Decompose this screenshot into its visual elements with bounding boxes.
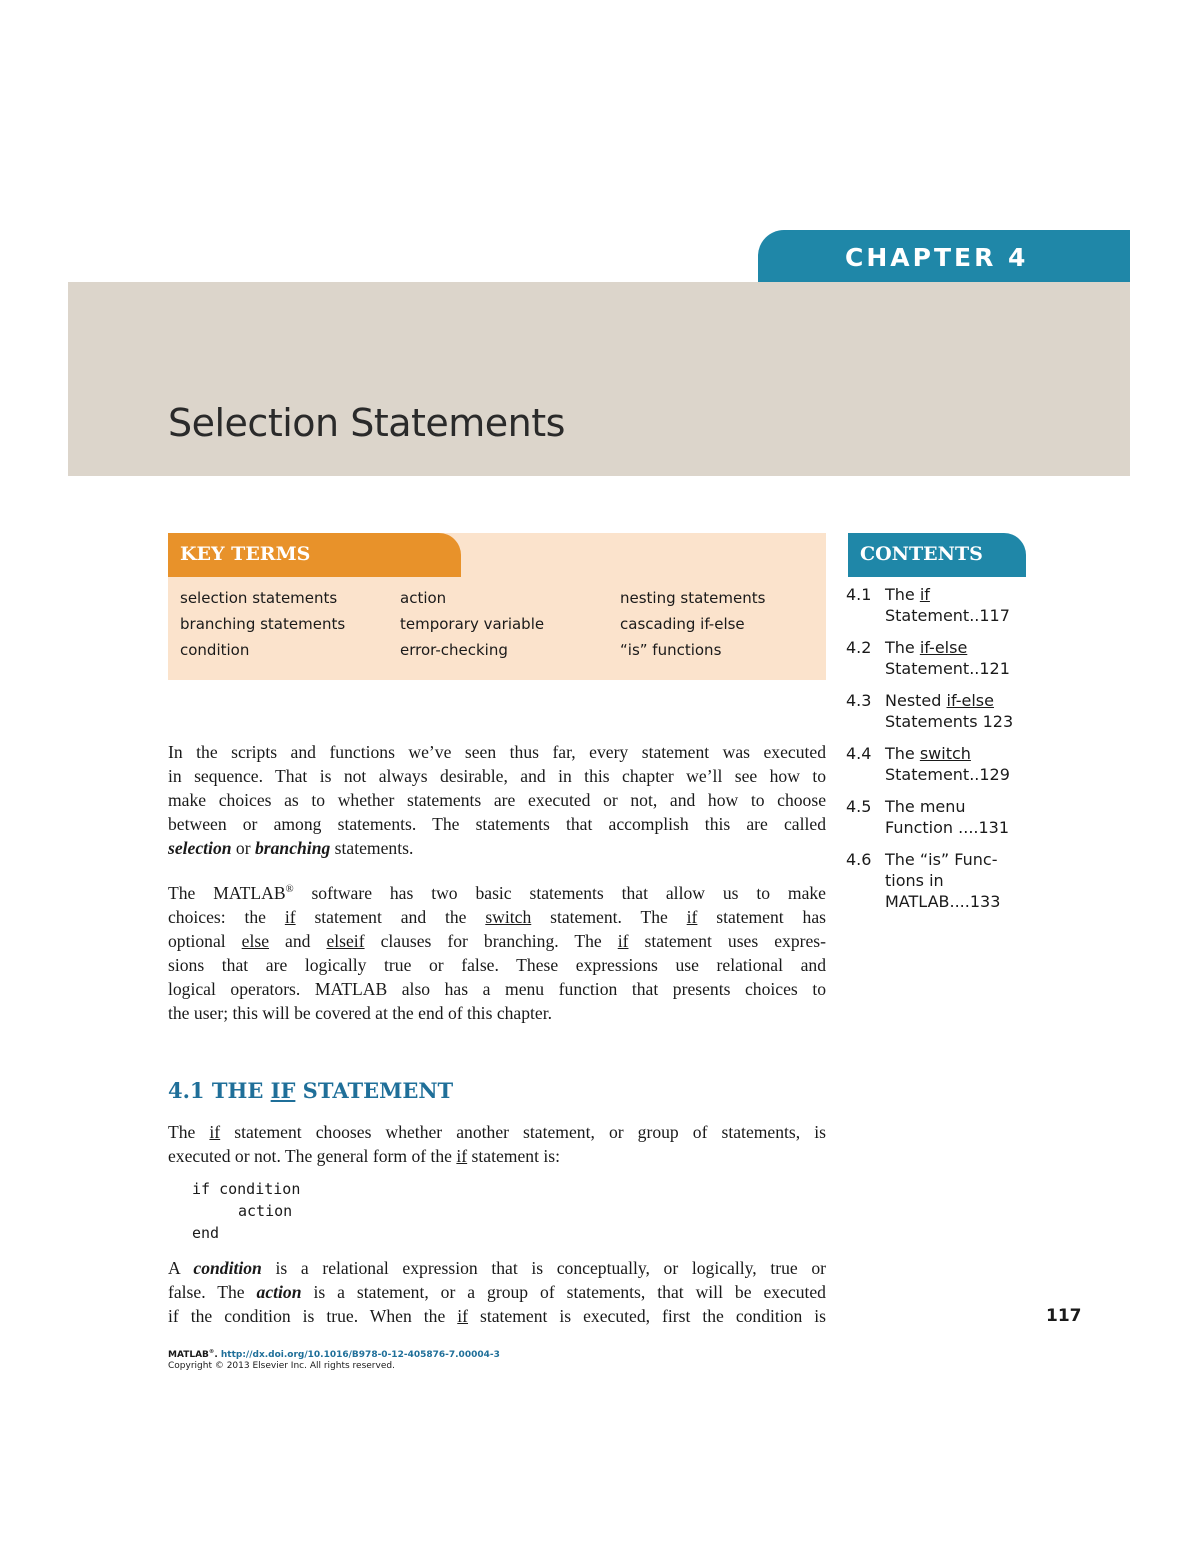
- section-paragraph-2: A condition is a relational expression that is conceptually, or logically, true or false. The action is a statement, or a group of statements, that will be executed if the condition is true. When the if statement is executed, first the condition is: [168, 1258, 826, 1326]
- key-term: action: [400, 589, 447, 607]
- key-term: temporary variable: [400, 615, 545, 633]
- key-terms-title: KEY TERMS: [180, 543, 311, 565]
- section-heading-4-1: 4.1 THE IF STATEMENT: [168, 1078, 454, 1103]
- page-number: 117: [1046, 1306, 1082, 1326]
- key-term: “is” functions: [620, 641, 722, 659]
- toc-number: 4.5: [846, 797, 872, 816]
- key-term: cascading if-else: [620, 615, 745, 633]
- toc-entry-4-1[interactable]: The if Statement..117: [885, 585, 1010, 625]
- section-paragraph-1: The if statement chooses whether another statement, or group of statements, is executed or not. The general form of the if statement is:: [168, 1122, 826, 1166]
- footer-copyright: Copyright © 2013 Elsevier Inc. All rights reserved.: [168, 1361, 395, 1371]
- key-term: nesting statements: [620, 589, 766, 607]
- contents-title: CONTENTS: [860, 543, 983, 565]
- footer-citation: MATLAB®. http://dx.doi.org/10.1016/B978-0-12-405876-7.00004-3: [168, 1349, 500, 1360]
- intro-paragraph-1: In the scripts and functions we’ve seen thus far, every statement was executed in sequence. That is not always desirable, and in this chapter we’ll see how to make choices as to whether statements are executed or not, and how to choose between or among statements. The statements that accomplish this are called selection or branching statements.: [168, 742, 826, 858]
- chapter-label: CHAPTER 4: [845, 243, 1029, 272]
- key-term: condition: [180, 641, 250, 659]
- code-line: action: [238, 1202, 293, 1220]
- chapter-title: Selection Statements: [168, 401, 565, 445]
- toc-number: 4.6: [846, 850, 872, 869]
- toc-entry-4-4[interactable]: The switch Statement..129: [885, 744, 1010, 784]
- toc-number: 4.1: [846, 585, 872, 604]
- key-term: selection statements: [180, 589, 338, 607]
- toc-entry-4-3[interactable]: Nested if-else Statements 123: [885, 691, 1014, 731]
- doi-link[interactable]: http://dx.doi.org/10.1016/B978-0-12-405876-7.00004-3: [220, 1350, 500, 1360]
- toc-number: 4.2: [846, 638, 872, 657]
- code-line: if condition: [192, 1180, 301, 1198]
- toc-number: 4.3: [846, 691, 872, 710]
- toc-entry-4-5[interactable]: The menu Function ....131: [885, 797, 1010, 837]
- code-line: end: [192, 1224, 220, 1242]
- key-term: error-checking: [400, 641, 508, 659]
- toc-entry-4-6[interactable]: The “is” Func- tions in MATLAB....133: [885, 850, 1001, 911]
- toc-entry-4-2[interactable]: The if-else Statement..121: [885, 638, 1010, 678]
- intro-paragraph-2: The MATLAB® software has two basic statements that allow us to make choices: the if statement and the switch statement. The if statement has optional else and elseif clauses for branching. The if statement uses expres- sions that are logically true or false. These expressions use relational and logical operators. MATLAB also has a menu function that presents choices to the user; this will be covered at the end of this chapter.: [168, 882, 826, 1023]
- key-term: branching statements: [180, 615, 346, 633]
- toc-number: 4.4: [846, 744, 872, 763]
